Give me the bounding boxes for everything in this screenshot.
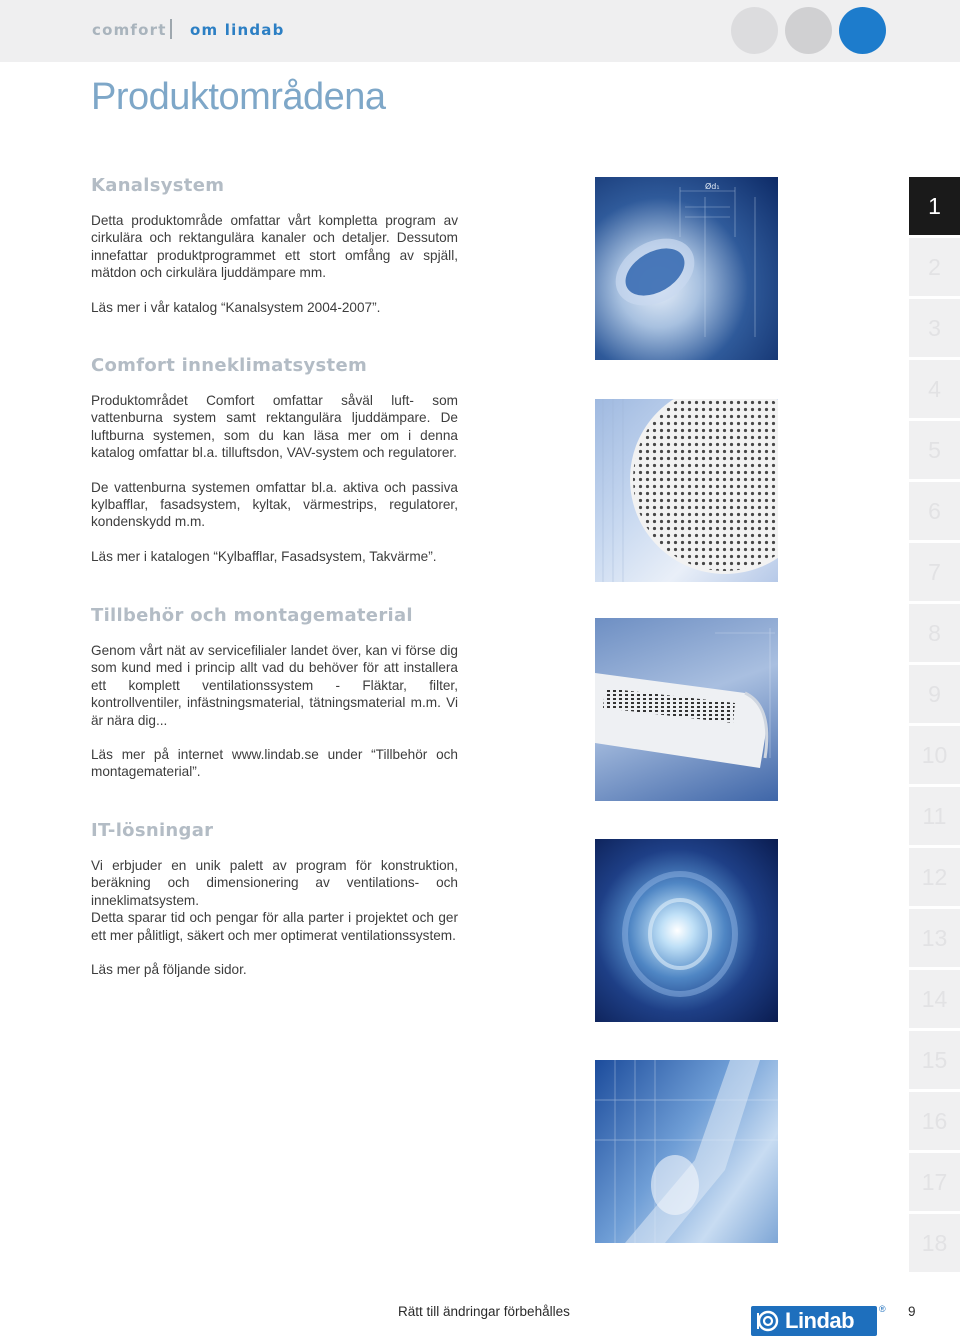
tab-18[interactable]: 18	[909, 1214, 960, 1272]
breadcrumb-om-lindab[interactable]: om lindab	[190, 21, 285, 39]
logo-wordmark: Lindab	[785, 1308, 855, 1333]
section-paragraph: Genom vårt nät av servicefilialer landet över, kan vi förse dig som kund med i princip allt vad du behöver för att installera ett komplett ventilationssystem - Fläktar, filter, kontrollventiler, infästningsmaterial, tätningsmaterial m.m. Vi är nära dig...	[91, 643, 458, 728]
duct-interior-photo	[595, 839, 778, 1022]
software-photo	[595, 1060, 778, 1243]
chapter-tabs	[909, 177, 960, 1275]
tab-10[interactable]: 10	[909, 726, 960, 784]
lindab-logo	[751, 1306, 877, 1336]
tab-8[interactable]: 8	[909, 604, 960, 662]
duct-photo	[595, 177, 778, 360]
duct-drawing	[595, 177, 778, 360]
section-paragraph: De vattenburna systemen omfattar bl.a. aktiva och passiva kylbafflar, fasadsystem, kyltak, värmestrips, regulatorer, kondenskydd m.m.	[91, 479, 458, 530]
tab-4[interactable]: 4	[909, 360, 960, 418]
tab-6[interactable]: 6	[909, 482, 960, 540]
section-paragraph: Läs mer i katalogen “Kylbafflar, Fasadsystem, Takvärme”.	[91, 548, 437, 564]
section-paragraph: Vi erbjuder en unik palett av program för konstruktion, beräkning och dimensionering av ventilations- och inneklimatsystem. Detta sparar tid och pengar för alla parter i projektet och ger ett mer pålitligt, säkert och mer optimerat ventilationssystem.	[91, 858, 458, 943]
registered-mark: ®	[879, 1304, 886, 1314]
tab-2[interactable]: 2	[909, 238, 960, 296]
section-heading: Comfort inneklimatsystem	[91, 355, 368, 376]
section-heading: Kanalsystem	[91, 175, 225, 196]
tab-5[interactable]: 5	[909, 421, 960, 479]
tab-16[interactable]: 16	[909, 1092, 960, 1150]
nav-circle-2[interactable]	[785, 7, 832, 54]
diffuser-photo	[595, 399, 778, 582]
nav-circle-1[interactable]	[731, 7, 778, 54]
tab-17[interactable]: 17	[909, 1153, 960, 1211]
tab-13[interactable]: 13	[909, 909, 960, 967]
footer-disclaimer: Rätt till ändringar förbehålles	[398, 1304, 570, 1319]
section-kanalsystem	[91, 175, 458, 333]
tab-9[interactable]: 9	[909, 665, 960, 723]
section-heading: IT-lösningar	[91, 820, 214, 841]
dimension-label: Ød₁	[705, 182, 720, 191]
page-title: Produktområdena	[91, 76, 386, 118]
section-tillbehor	[91, 605, 458, 798]
section-paragraph: Detta produktområde omfattar vårt kompletta program av cirkulära och rektangulära kanaler och detaljer. Dessutom innefattar produktprogrammet ett stort omfång av spjäll, mätdon och cirkulära ljuddämpare mm.	[91, 213, 458, 281]
nav-circle-active[interactable]	[839, 7, 886, 54]
section-it-losningar	[91, 820, 458, 995]
section-paragraph: Läs mer på internet www.lindab.se under “Tillbehör och montagematerial”.	[91, 747, 458, 780]
lindab-mark-icon	[751, 1306, 785, 1336]
tab-15[interactable]: 15	[909, 1031, 960, 1089]
section-paragraph: Läs mer i vår katalog “Kanalsystem 2004-2007”.	[91, 299, 381, 315]
section-heading: Tillbehör och montagematerial	[91, 605, 413, 626]
tab-12[interactable]: 12	[909, 848, 960, 906]
section-comfort-inneklimatsystem	[91, 355, 458, 582]
tab-11[interactable]: 11	[909, 787, 960, 845]
tab-1[interactable]: 1	[909, 177, 960, 235]
breadcrumb-separator	[170, 19, 172, 39]
breadcrumb-comfort[interactable]: comfort	[92, 21, 167, 39]
tab-3[interactable]: 3	[909, 299, 960, 357]
chilled-beam-photo	[595, 618, 778, 801]
tab-14[interactable]: 14	[909, 970, 960, 1028]
tab-7[interactable]: 7	[909, 543, 960, 601]
section-paragraph: Läs mer på följande sidor.	[91, 962, 247, 978]
page-number: 9	[908, 1304, 916, 1319]
section-paragraph: Produktområdet Comfort omfattar såväl luft- som vattenburna system samt rektangulära ljuddämpare. De luftburna systemen, som du kan läsa mer om i denna katalog omfattar bl.a. tilluftsdon, VAV-system och regulatorer.	[91, 393, 458, 461]
header-bar	[0, 0, 960, 62]
